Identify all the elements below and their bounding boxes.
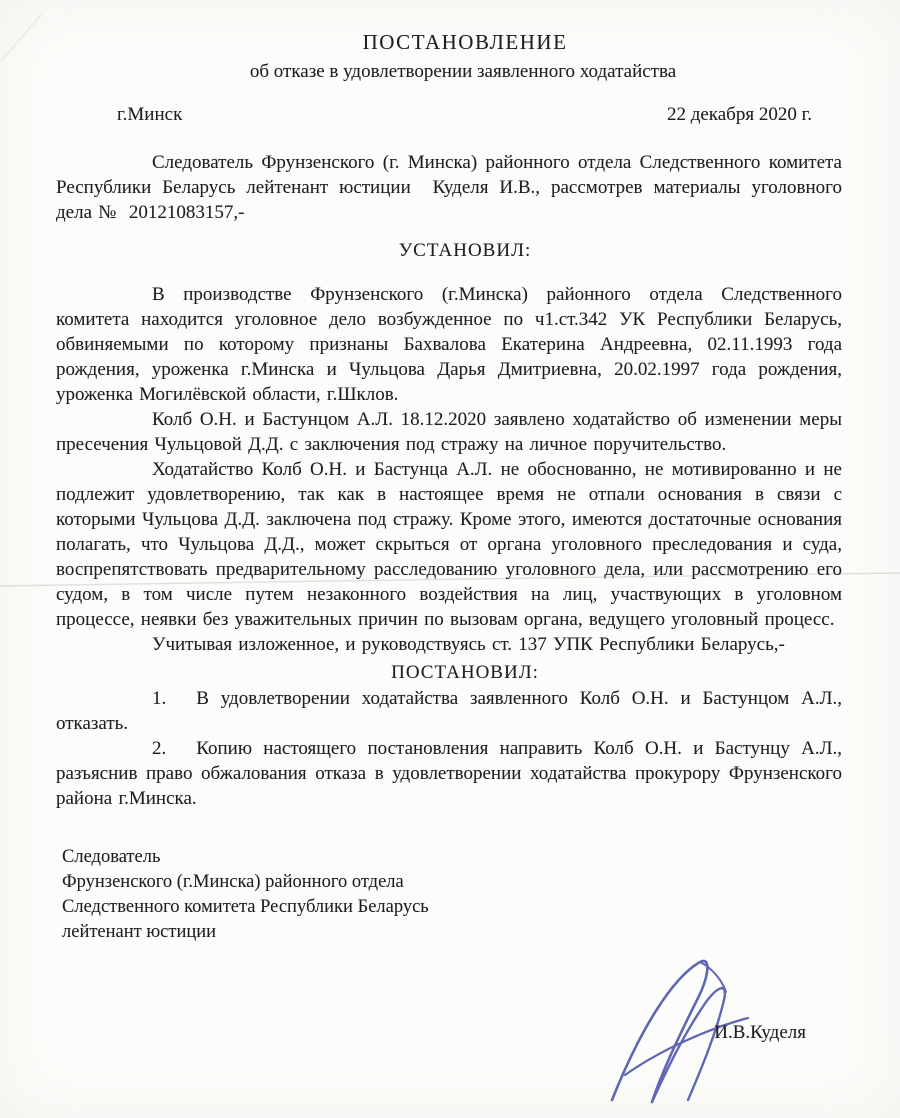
resolved-heading: ПОСТАНОВИЛ:	[391, 662, 539, 683]
signature-line: лейтенант юстиции	[62, 922, 217, 942]
place-label: г.Минск	[117, 104, 183, 125]
signer-name: И.В.Куделя	[714, 1022, 806, 1043]
established-paragraph: В производстве Фрунзенского (г.Минска) районного отдела Следственного комитета находится уголовное дело возбужденное по ч1.ст.342 УК Республики Беларусь, обвиняемыми по которому признаны Бахвалова Екатерина Андреевна, 02.11.1993 года рождения, уроженка г.Минска и Чульцова Дарья Дмитриевна, 20.02.1997 года рождения, уроженка Могилёвской области, г.Шклов.	[56, 284, 842, 405]
document-body	[56, 150, 842, 945]
item-number: 1.	[152, 688, 167, 709]
resolved-item	[56, 686, 842, 736]
signature-stroke	[652, 988, 725, 1102]
signature-line: Следственного комитета Республики Беларусь	[62, 897, 429, 917]
signature-stroke	[612, 961, 707, 1102]
signature-line: Фрунзенского (г.Минска) районного отдела	[62, 872, 404, 892]
signature-stroke	[700, 962, 726, 992]
established-paragraph: Учитывая изложенное, и руководствуясь ст. 137 УПК Республики Беларусь,-	[152, 634, 785, 655]
signature-line: Следователь	[62, 847, 161, 867]
document-header	[56, 30, 842, 83]
intro-paragraph: Следователь Фрунзенского (г. Минска) районного отдела Следственного комитета Республики Беларусь лейтенант юстиции Куделя И.В., рассмотрев материалы уголовного дела № 20121083157,-	[56, 152, 842, 223]
item-text: Копию настоящего постановления направить Колб О.Н. и Бастунцу А.Л., разъяснив право обжалования отказа в удовлетворении ходатайства прокурору Фрунзенского района г.Минска.	[56, 738, 842, 809]
signature-block	[62, 845, 842, 945]
resolved-item	[56, 736, 842, 811]
page-subtitle: об отказе в удовлетворении заявленного ходатайства	[249, 61, 677, 82]
established-paragraph: Ходатайство Колб О.Н. и Бастунца А.Л. не обоснованно, не мотивированно и не подлежит удовлетворению, так как в настоящее время не отпали основания в связи с которыми Чульцова Д.Д. заключена под стражу. Кроме этого, имеются достаточные основания полагать, что Чульцова Д.Д., может скрыться от органа уголовного преследования и суда, воспрепятствовать предварительному расследованию уголовного дела, или рассмотрению его судом, в том числе путем незаконного воздействия на лиц, участвующих в уголовном процессе, неявки без уважительных причин по вызовам органа, ведущего уголовный процесс.	[56, 459, 842, 630]
corner-fold	[0, 14, 42, 62]
established-paragraph: Колб О.Н. и Бастунцом А.Л. 18.12.2020 заявлено ходатайство об изменении меры пресечения Чульцовой Д.Д. с заключения под стражу на личное поручительство.	[56, 409, 842, 455]
established-heading: УСТАНОВИЛ:	[398, 240, 532, 261]
item-number: 2.	[152, 738, 167, 759]
date-label: 22 декабря 2020 г.	[666, 104, 812, 125]
place-date-row	[56, 104, 842, 130]
page-title: ПОСТАНОВЛЕНИЕ	[362, 30, 568, 54]
item-text: В удовлетворении ходатайства заявленного Колб О.Н. и Бастунцом А.Л., отказать.	[56, 688, 842, 734]
